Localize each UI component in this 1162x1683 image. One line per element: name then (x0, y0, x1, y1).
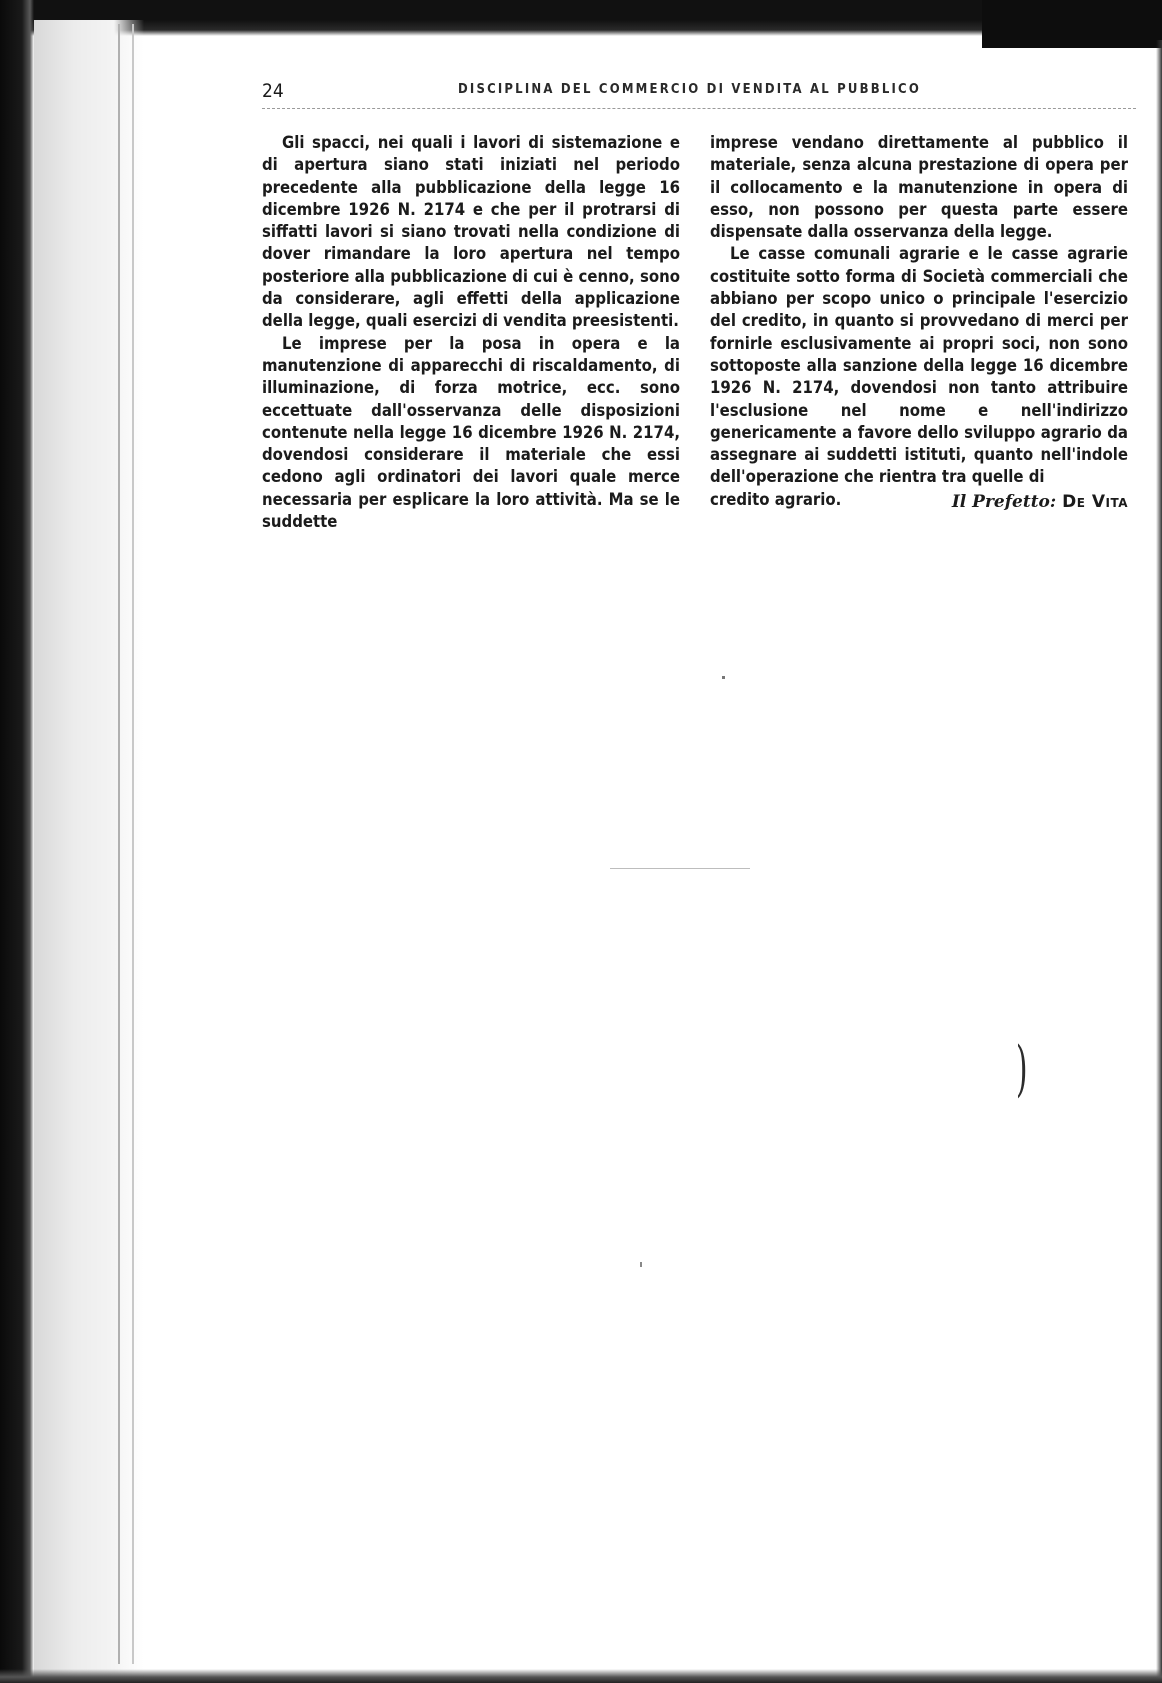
scan-gutter-line (118, 24, 120, 1664)
paragraph: Gli spacci, nei quali i lavori di sistemazione e di apertura siano stati iniziati nel periodo precedente alla pubblicazione della legge 16 dicembre 1926 N. 2174 e che per il protrarsi di siffatti lavori si siano trovati nella condizione di dover rimandare la loro apertura nel tempo posteriore alla pubblicazione di cui è cenno, sono da considerare, agli effetti della applicazione della legge, quali esercizi di vendita preesistenti. (262, 133, 680, 331)
scan-speck (722, 676, 725, 679)
scan-speck (640, 1262, 642, 1267)
closing-text: credito agrario. (710, 489, 842, 509)
scan-gutter-shadow (34, 20, 144, 1683)
right-column (710, 132, 1128, 511)
signature-title: Il Prefetto: (951, 491, 1057, 512)
scan-top-right-block (982, 0, 1162, 48)
signature (952, 491, 1128, 513)
stray-parenthesis-mark: ) (1015, 1034, 1028, 1104)
closing-line (710, 489, 1128, 511)
left-column (262, 132, 680, 533)
scan-bottom-edge (0, 1669, 1162, 1683)
scan-smudge (610, 868, 750, 869)
running-head (262, 80, 1142, 104)
running-title: DISCIPLINA DEL COMMERCIO DI VENDITA AL PUBBLICO (458, 82, 921, 97)
paragraph: Le imprese per la posa in opera e la manutenzione di apparecchi di riscaldamento, di illuminazione, di forza motrice, ecc. sono eccettuate dall'osservanza delle disposizioni contenute nella legge 16 dicembre 1926 N. 2174, dovendosi considerare il materiale che essi cedono agli ordinatori dei lavori quale merce necessaria per esplicare la loro attività. Ma se le suddette (262, 333, 680, 532)
scan-left-edge (0, 0, 34, 1683)
paragraph: imprese vendano direttamente al pubblico il materiale, senza alcuna prestazione di opera per il collocamento e la manutenzione in opera di esso, non possono per questa parte essere dispensate dalla osservanza della legge. (710, 133, 1128, 242)
scan-gutter-line (132, 24, 134, 1664)
header-rule (262, 108, 1136, 110)
paragraph: Le casse comunali agrarie e le casse agrarie costituite sotto forma di Società commerciali che abbiano per scopo unico o principale l'esercizio del credito, in quanto si provvedano di merci per fornirle esclusivamente ai propri soci, non sono sottoposte alla sanzione della legge 16 dicembre 1926 N. 2174, dovendosi non tanto attribuire l'esclusione nel nome e nell'indirizzo genericamente a favore dello sviluppo agrario da assegnare ai suddetti istituti, quanto nell'indole dell'operazione che rientra tra quelle di (710, 244, 1128, 487)
signature-name: De Vita (1062, 491, 1128, 512)
page-number: 24 (262, 80, 284, 102)
scan-right-edge (1156, 40, 1162, 1683)
